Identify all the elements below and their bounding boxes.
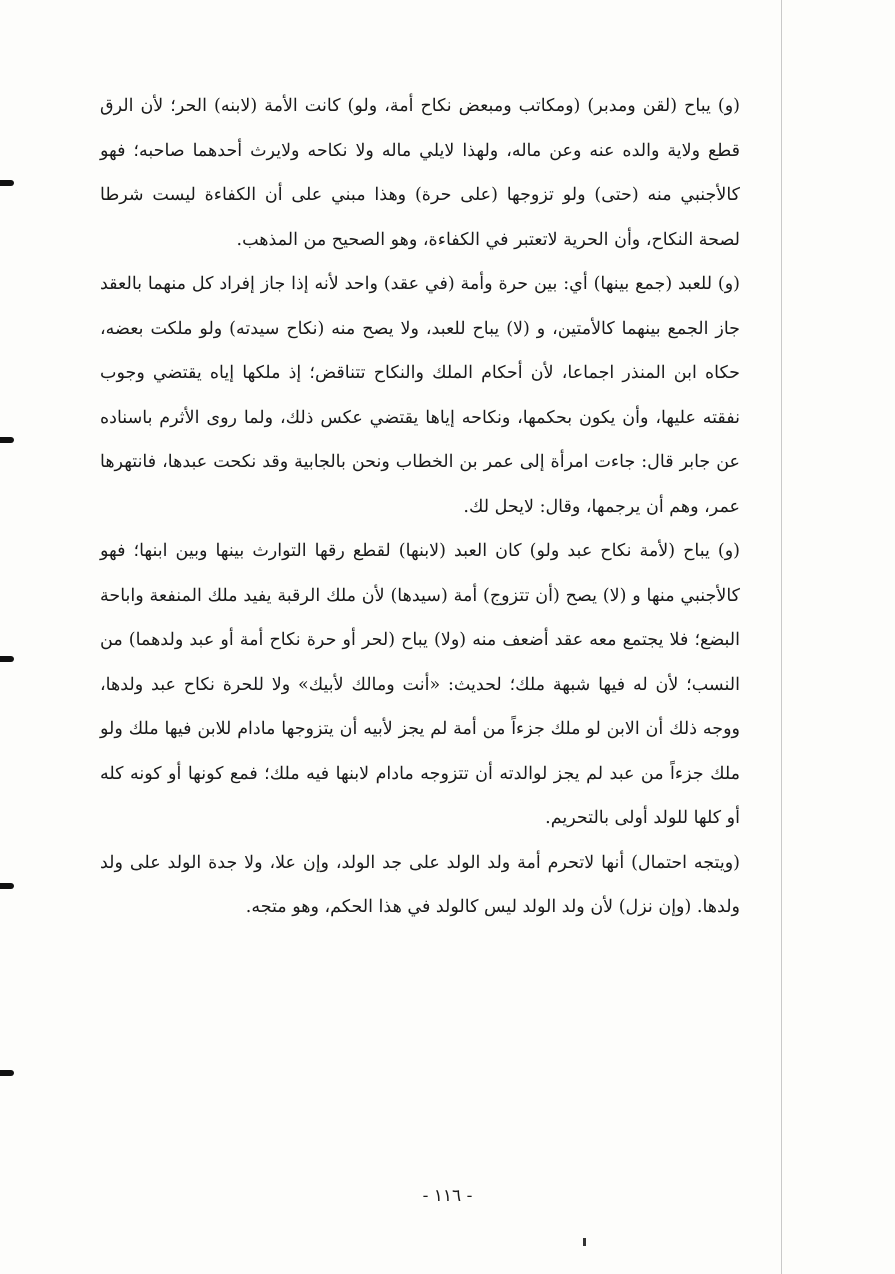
paragraph: (و) يباح (لقن ومدبر) (ومكاتب ومبعض نكاح أمة، ولو) كانت الأمة (لابنه) الحر؛ لأن الرق قطع ولاية والده عنه وعن ماله، ولهذا لايلي ماله ولا نكاحه ولايرث أحدهما صاحبه؛ فهو كالأجنبي منه (حتى) ولو تزوجها (على حرة) وهذا مبني على أن الكفاءة ليست شرطا لصحة النكاح، وأن الحرية لاتعتبر في الكفاءة، وهو الصحيح من المذهب. — [100, 96, 740, 250]
binding-mark — [0, 437, 14, 443]
paragraph: (ويتجه احتمال) أنها لاتحرم أمة ولد الولد على جد الولد، وإن علا، ولا جدة الولد على ولد ولدها. (وإن نزل) لأن ولد الولد ليس كالولد في هذا الحكم، وهو متجه. — [100, 852, 740, 917]
paragraph: (و) للعبد (جمع بينها) أي: بين حرة وأمة (في عقد) واحد لأنه إذا جاز إفراد كل منهما بالعقد جاز الجمع بينهما كالأمتين، و (لا) يباح للعبد، ولا يصح منه (نكاح سيدته) ولو ملكت بعضه، حكاه ابن المنذر اجماعا، لأن أحكام الملك والنكاح تتناقض؛ إذ ملكها إياه يقتضي وجوب نفقته عليها، وأن يكون بحكمها، ونكاحه إياها يقتضي عكس ذلك، ولما روى الأثرم باسناده عن جابر قال: جاءت امرأة إلى عمر بن الخطاب ونحن بالجابية وقد نكحت عبدها، فانتهرها عمر، وهم أن يرجمها، وقال: لايحل لك. — [100, 274, 740, 517]
page-number: - ١١٦ - — [422, 1186, 473, 1206]
binding-mark — [0, 656, 14, 662]
paragraph: (و) يباح (لأمة نكاح عبد ولو) كان العبد (لابنها) لقطع رقها التوارث بينها وبين ابنها؛ فهو كالأجنبي منها و (لا) يصح (أن تتزوج) أمة (سيدها) لأن ملك الرقبة يفيد ملك المنفعة واباحة البضع؛ فلا يجتمع معه عقد أضعف منه (ولا) يباح (لحر أو حرة نكاح أمة أو عبد ولدهما) من النسب؛ لأن له فيها شبهة ملك؛ لحديث: «أنت ومالك لأبيك» ولا للحرة نكاح عبد ولدها، ووجه ذلك أن الابن لو ملك جزءاً من أمة لم يجز لأبيه أن يتزوجها مادام للابن فيها ملك ولو ملك جزءاً من عبد لم يجز لوالدته أن تتزوجه مادام لابنها فيه ملك؛ فمع كونها أو كونه كله أو كلها للولد أولى بالتحريم. — [100, 541, 740, 828]
binding-mark — [0, 180, 14, 186]
page-footer — [0, 1186, 895, 1206]
ink-speck — [583, 1238, 586, 1246]
binding-mark — [0, 883, 14, 889]
main-text — [100, 84, 740, 930]
binding-mark — [0, 1070, 14, 1076]
page-edge-line — [781, 0, 782, 1274]
